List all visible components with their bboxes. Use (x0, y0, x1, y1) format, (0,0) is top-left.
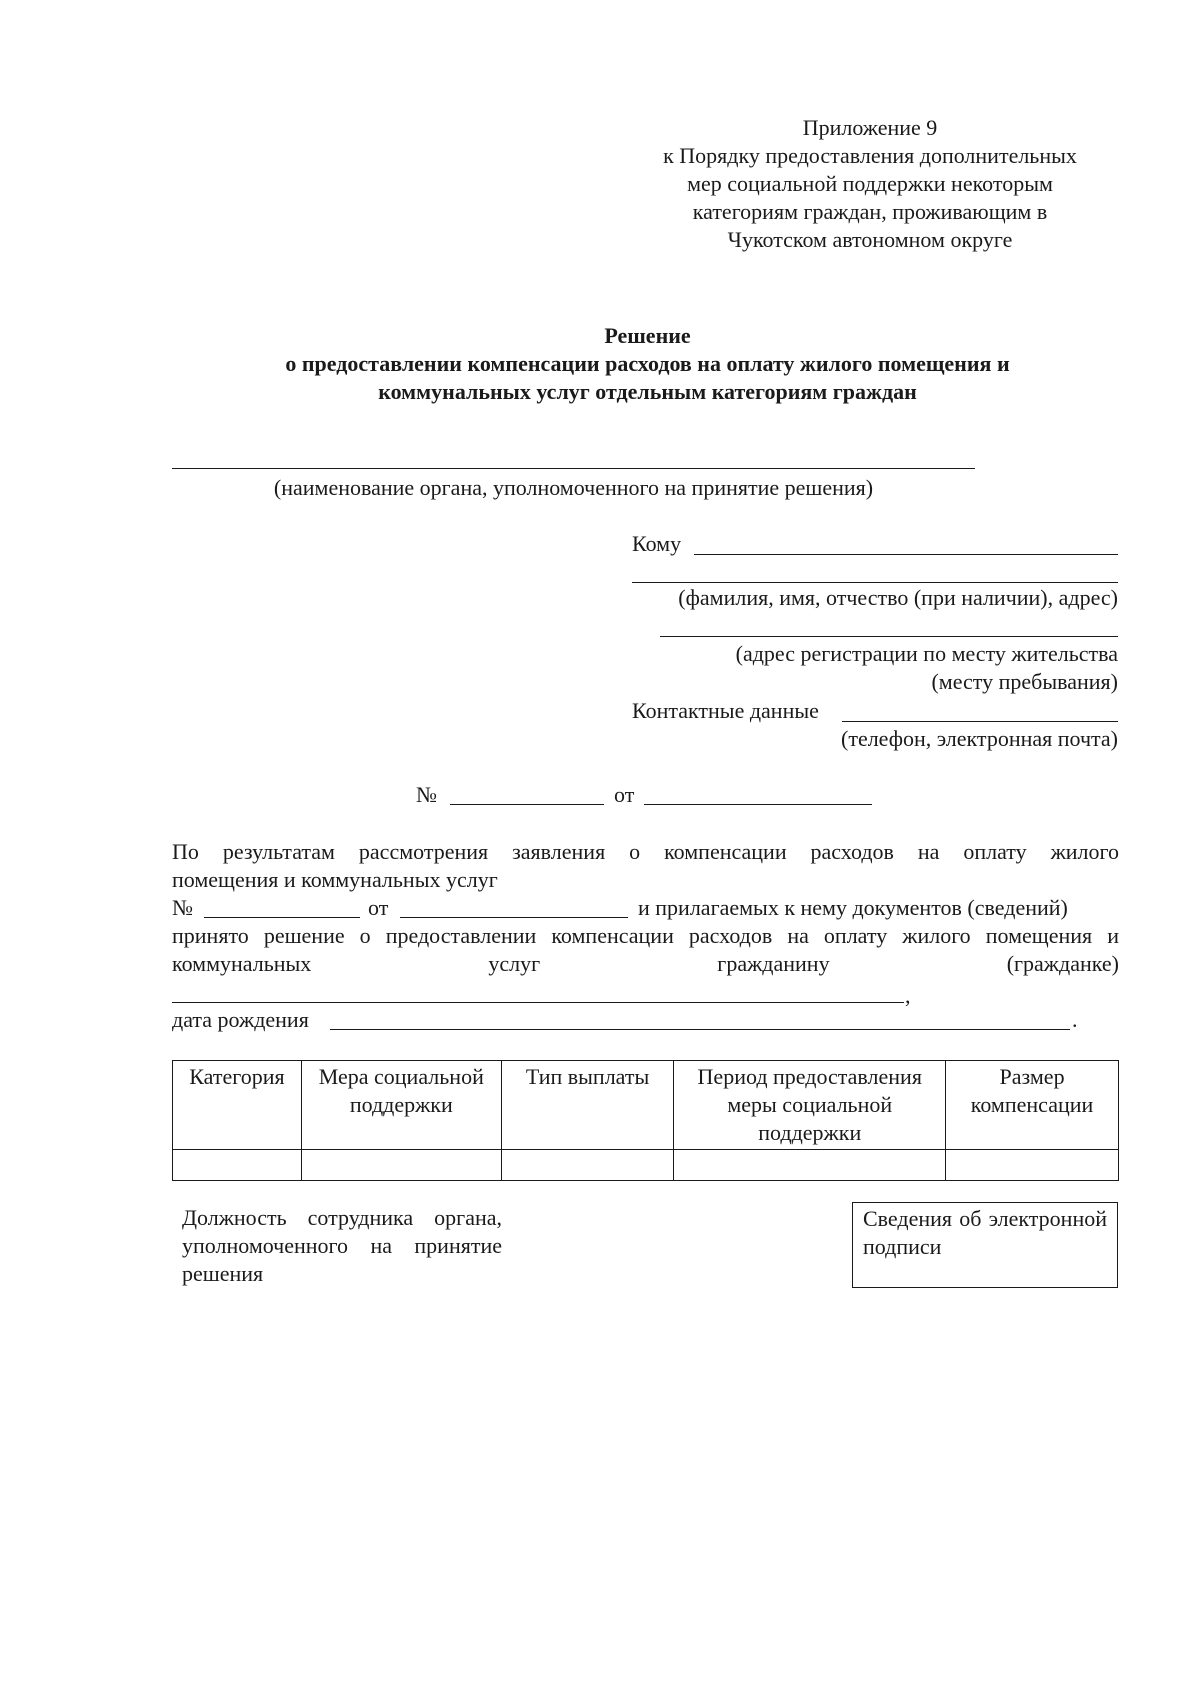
from-label: от (614, 782, 635, 807)
body-word: услуг (488, 951, 541, 976)
decision-date-field[interactable] (644, 804, 872, 805)
digital-signature-text: Сведения об электронной подписи (863, 1206, 1107, 1259)
body-number-sign: № (172, 895, 193, 920)
authority-caption: (наименование органа, уполномоченного на принятие решения) (273, 475, 874, 500)
appendix-line: к Порядку предоставления дополнительных (663, 143, 1077, 168)
table-cell-support-measure[interactable] (301, 1150, 501, 1181)
name-address-caption: (фамилия, имя, отчество (при наличии), адрес) (678, 585, 1118, 610)
contacts-caption: (телефон, электронная почта) (841, 726, 1118, 751)
column-header-amount: Размер компенсации (946, 1061, 1119, 1150)
birth-period: . (1072, 1007, 1078, 1032)
document-title (160, 322, 1135, 406)
body-from-label: от (368, 895, 389, 920)
body-word: (гражданке) (1006, 951, 1119, 976)
contacts-field[interactable] (842, 721, 1118, 722)
body-word: коммунальных (172, 951, 312, 976)
title-heading: Решение (604, 323, 691, 348)
to-field[interactable] (694, 554, 1118, 555)
registration-caption-1: (адрес регистрации по месту жительства (735, 641, 1118, 666)
to-field-continued[interactable] (632, 582, 1118, 583)
appendix-line: Чукотском автономном округе (727, 227, 1013, 252)
table-cell-payment-type[interactable] (501, 1150, 674, 1181)
registration-caption-2: (месту пребывания) (931, 669, 1118, 694)
registration-address-field[interactable] (660, 636, 1118, 637)
body-word: гражданину (717, 951, 830, 976)
appendix-line: мер социальной поддержки некоторым (687, 171, 1053, 196)
birth-label: дата рождения (172, 1007, 309, 1032)
column-header-support-measure: Мера социальной поддержки (301, 1061, 501, 1150)
appendix-header (620, 114, 1120, 254)
column-header-category: Категория (173, 1061, 302, 1150)
application-date-field[interactable] (400, 917, 628, 918)
digital-signature-box (852, 1202, 1118, 1288)
title-line-1: о предоставлении компенсации расходов на оплату жилого помещения и (285, 351, 1010, 376)
to-label: Кому (632, 531, 682, 556)
table-header-row (173, 1061, 1119, 1150)
body-line-5 (172, 950, 1119, 978)
table-row (173, 1150, 1119, 1181)
authority-name-field[interactable] (172, 468, 975, 469)
table-cell-period[interactable] (674, 1150, 946, 1181)
table-cell-amount[interactable] (946, 1150, 1119, 1181)
contacts-label: Контактные данные (632, 698, 819, 723)
column-header-payment-type: Тип выплаты (501, 1061, 674, 1150)
column-header-period: Период предоставления меры социальной поддержки (674, 1061, 946, 1150)
body-line-4: принято решение о предоставлении компенсации расходов на оплату жилого помещения и (172, 923, 1119, 948)
number-sign: № (416, 782, 437, 807)
title-line-2: коммунальных услуг отдельным категориям граждан (378, 379, 917, 404)
compensation-table (172, 1060, 1119, 1181)
body-line-2: помещения и коммунальных услуг (172, 867, 498, 892)
birth-date-field[interactable] (330, 1029, 1070, 1030)
application-number-field[interactable] (204, 917, 360, 918)
appendix-line: Приложение 9 (802, 115, 938, 140)
appendix-line: категориям граждан, проживающим в (692, 199, 1048, 224)
citizen-name-field[interactable] (172, 1002, 904, 1003)
official-position-text: Должность сотрудника органа, уполномоченного на принятие решения (182, 1205, 502, 1286)
decision-number-field[interactable] (450, 804, 604, 805)
comma: , (905, 983, 911, 1008)
body-line-1: По результатам рассмотрения заявления о компенсации расходов на оплату жилого (172, 839, 1119, 864)
body-line-3-tail: и прилагаемых к нему документов (сведений) (638, 895, 1068, 920)
table-cell-category[interactable] (173, 1150, 302, 1181)
